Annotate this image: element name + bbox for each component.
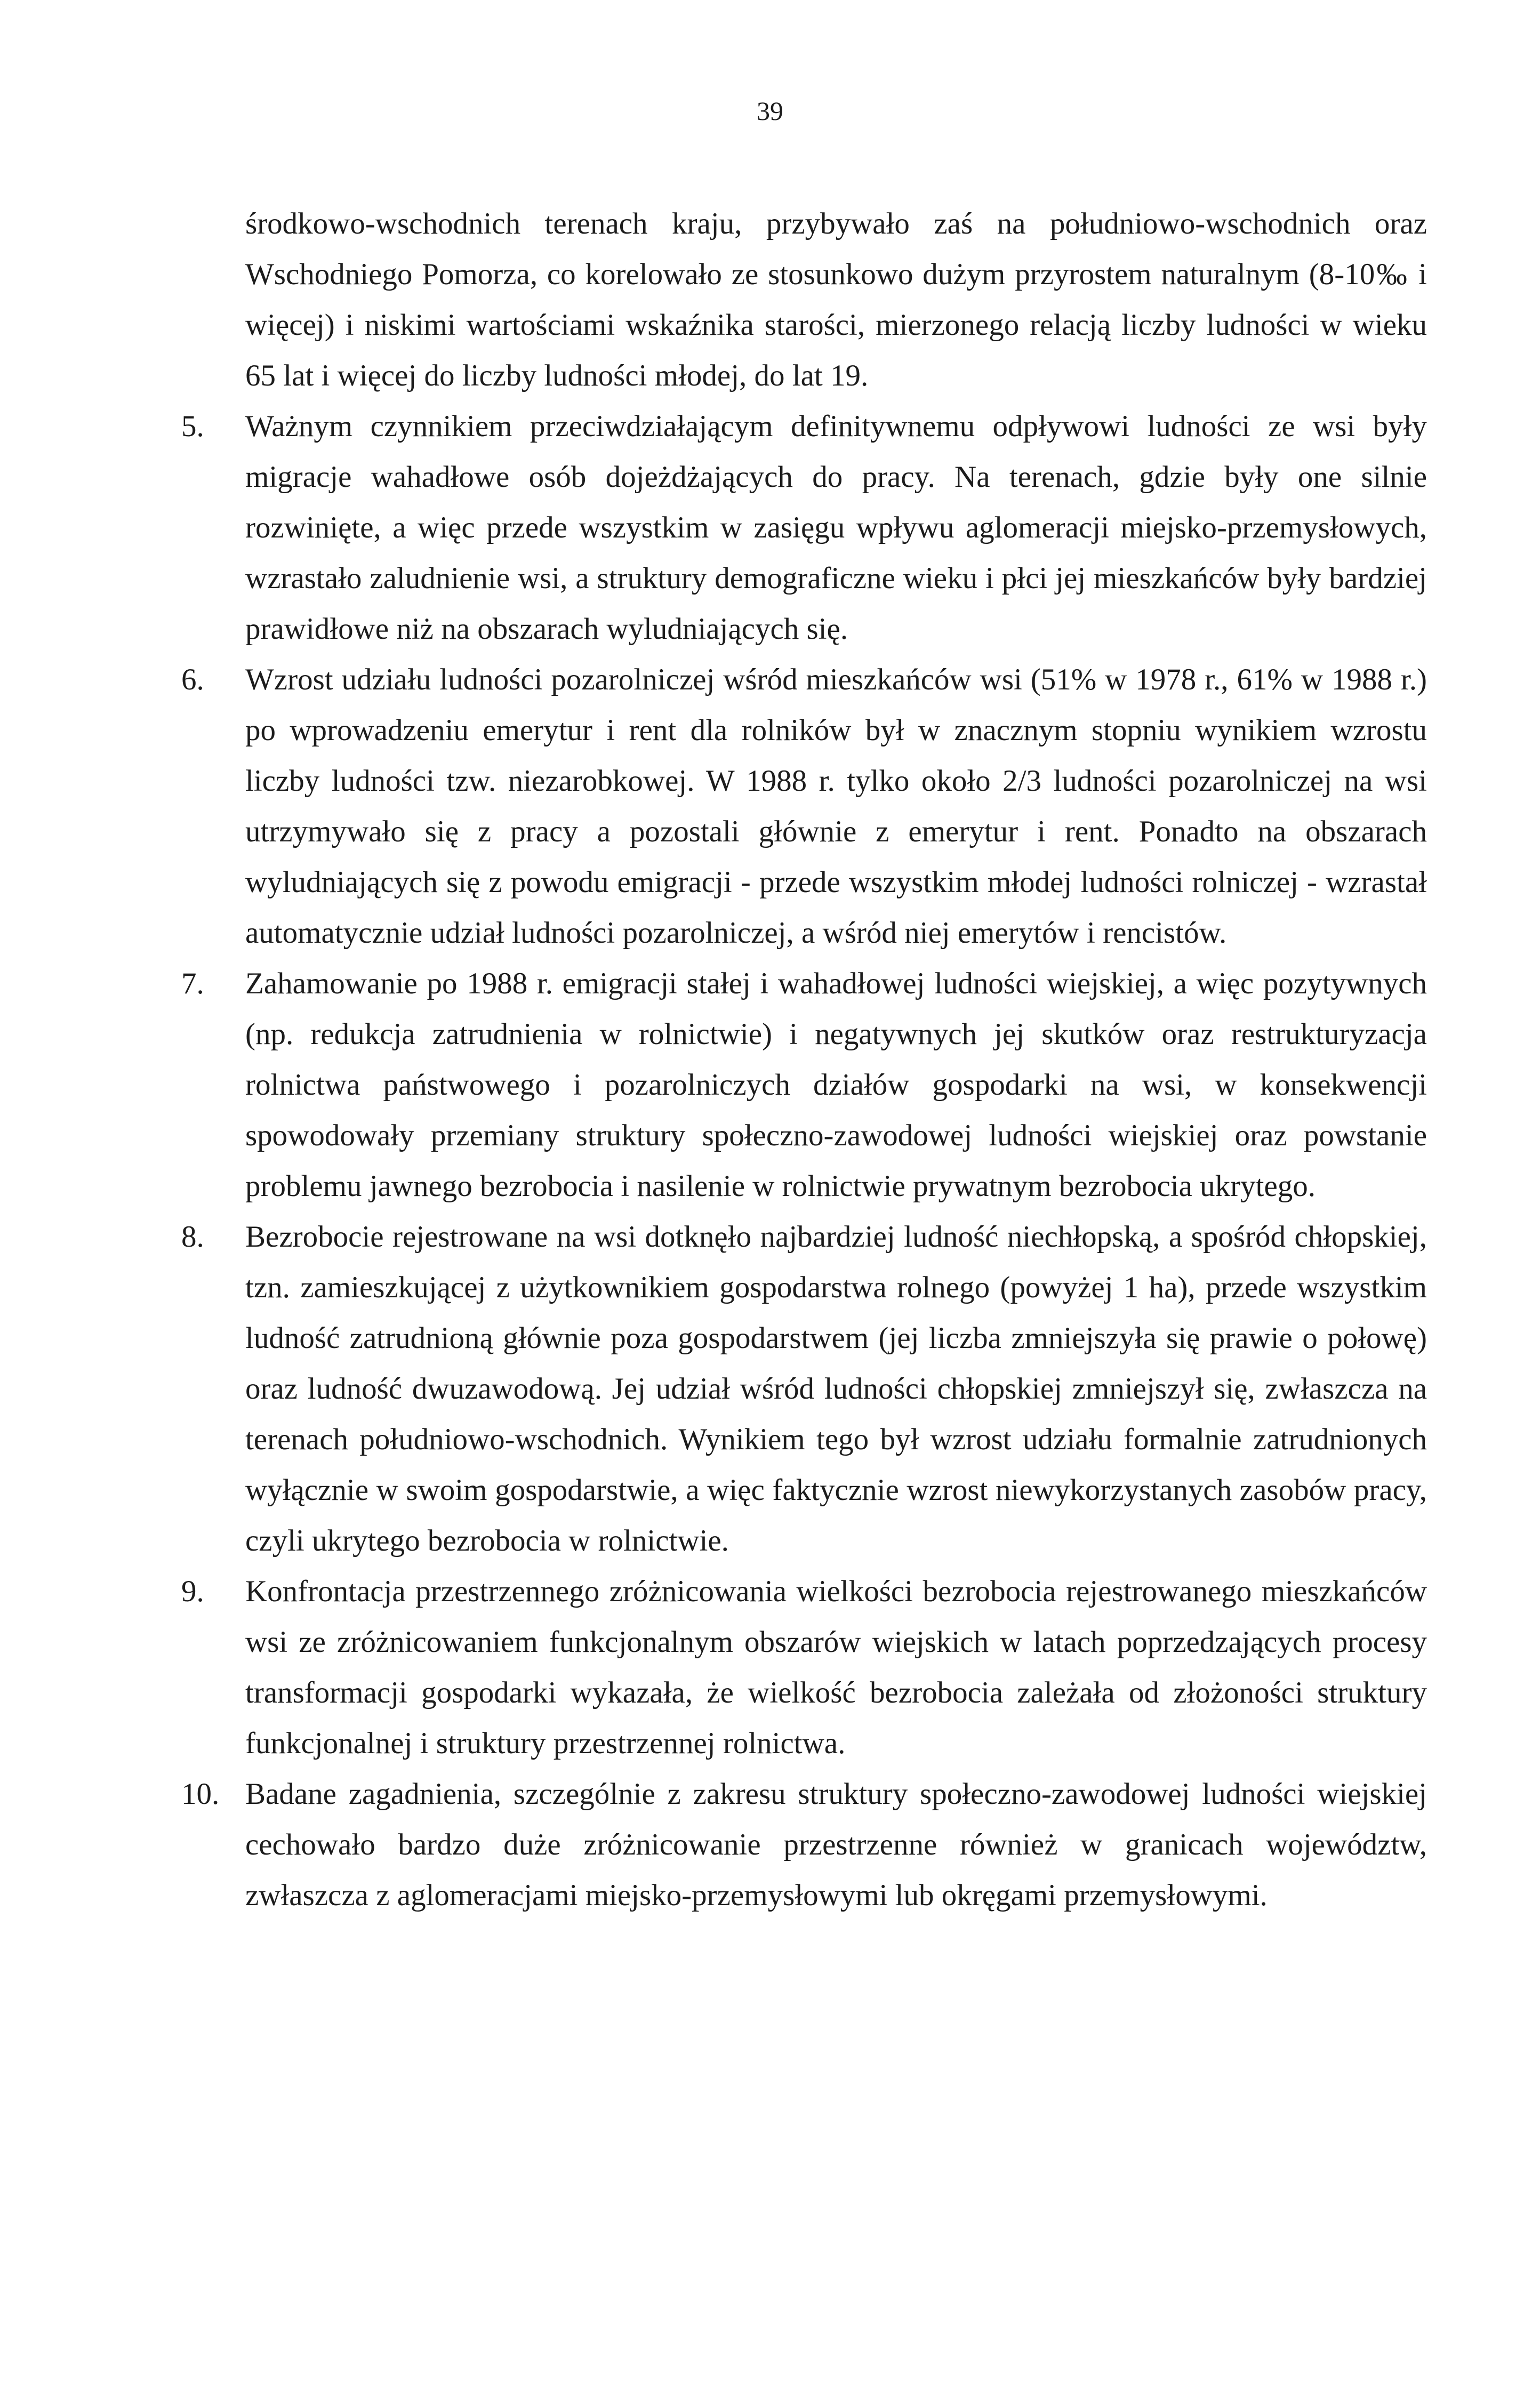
list-item — [181, 401, 1427, 654]
list-item-number: 5. — [181, 410, 204, 443]
list-item — [181, 654, 1427, 958]
list-item — [181, 958, 1427, 1211]
list-item-text: Badane zagadnienia, szczególnie z zakresu struktury społeczno-zawodowej ludności wiejskiej cechowało bardzo duże zróżnicowanie przestrzenne również w granicach województw, zwłaszcza z aglomeracjami miejsko-przemysłowymi lub okręgami przemysłowymi. — [245, 1777, 1427, 1912]
list-item — [181, 1769, 1427, 1921]
list-item-text: Bezrobocie rejestrowane na wsi dotknęło najbardziej ludność niechłopską, a spośród chłopskiej, tzn. zamieszkującej z użytkownikiem gospodarstwa rolnego (powyżej 1 ha), przede wszystkim ludność zatrudnioną głównie poza gospodarstwem (jej liczba zmniejszyła się prawie o połowę) oraz ludność dwuzawodową. Jej udział wśród ludności chłopskiej zmniejszył się, zwłaszcza na terenach południowo-wschodnich. Wynikiem tego był wzrost udziału formalnie zatrudnionych wyłącznie w swoim gospodarstwie, a więc faktycznie wzrost niewykorzystanych zasobów pracy, czyli ukrytego bezrobocia w rolnictwie. — [245, 1220, 1427, 1558]
list-item — [181, 1211, 1427, 1566]
list-item-text: Zahamowanie po 1988 r. emigracji stałej i wahadłowej ludności wiejskiej, a więc pozytywnych (np. redukcja zatrudnienia w rolnictwie) i negatywnych jej skutków oraz restrukturyzacja rolnictwa państwowego i pozarolniczych działów gospodarki na wsi, w konsekwencji spowodowały przemiany struktury społeczno-zawodowej ludności wiejskiej oraz powstanie problemu jawnego bezrobocia i nasilenie w rolnictwie prywatnym bezrobocia ukrytego. — [245, 967, 1427, 1203]
list-item-text: Konfrontacja przestrzennego zróżnicowania wielkości bezrobocia rejestrowanego mieszkańców wsi ze zróżnicowaniem funkcjonalnym obszarów wiejskich w latach poprzedzających procesy transformacji gospodarki wykazała, że wielkość bezrobocia zależała od złożoności struktury funkcjonalnej i struktury przestrzennej rolnictwa. — [245, 1575, 1427, 1760]
list-item — [181, 1566, 1427, 1769]
list-item-text: Wzrost udziału ludności pozarolniczej wśród mieszkańców wsi (51% w 1978 r., 61% w 1988 r.) po wprowadzeniu emerytur i rent dla rolników był w znacznym stopniu wynikiem wzrostu liczby ludności tzw. niezarobkowej. W 1988 r. tylko około 2/3 ludności pozarolniczej na wsi utrzymywało się z pracy a pozostali głównie z emerytur i rent. Ponadto na obszarach wyludniających się z powodu emigracji - przede wszystkim młodej ludności rolniczej - wzrastał automatycznie udział ludności pozarolniczej, a wśród niej emerytów i rencistów. — [245, 663, 1427, 950]
page-number: 39 — [757, 96, 783, 126]
list-item-number: 10. — [181, 1777, 220, 1811]
intro-paragraph: środkowo-wschodnich terenach kraju, przybywało zaś na południowo-wschodnich oraz Wschodniego Pomorza, co korelowało ze stosunkowo dużym przyrostem naturalnym (8-10‰ i więcej) i niskimi wartościami wskaźnika starości, mierzonego relacją liczby ludności w wieku 65 lat i więcej do liczby ludności młodej, do lat 19. — [245, 207, 1427, 392]
body-text — [181, 198, 1427, 1921]
list-item-number: 8. — [181, 1220, 204, 1254]
list-item-number: 6. — [181, 663, 204, 696]
list-item-number: 7. — [181, 967, 204, 1000]
list-item-number: 9. — [181, 1575, 204, 1608]
list-item-text: Ważnym czynnikiem przeciwdziałającym definitywnemu odpływowi ludności ze wsi były migracje wahadłowe osób dojeżdżających do pracy. Na terenach, gdzie były one silnie rozwinięte, a więc przede wszystkim w zasięgu wpływu aglomeracji miejsko-przemysłowych, wzrastało zaludnienie wsi, a struktury demograficzne wieku i płci jej mieszkańców były bardziej prawidłowe niż na obszarach wyludniających się. — [245, 410, 1427, 646]
